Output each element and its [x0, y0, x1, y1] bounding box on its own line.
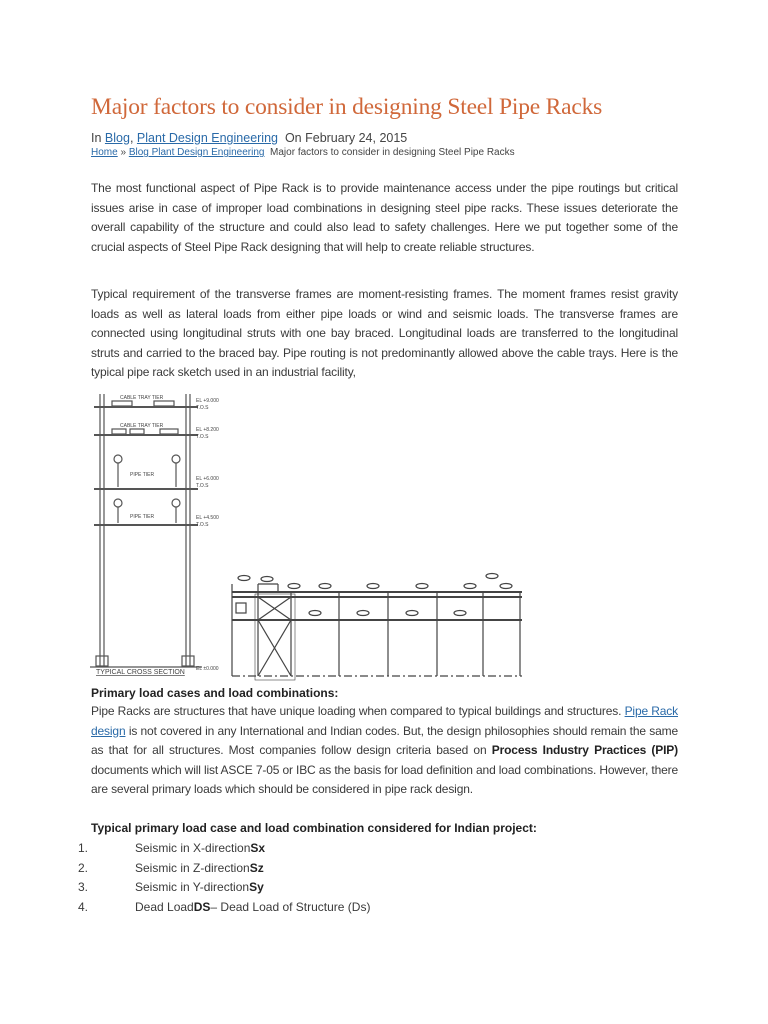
list-number: 1. [78, 841, 89, 855]
longitudinal-section [232, 574, 522, 681]
section-heading-indian-project: Typical primary load case and load combination considered for Indian project: [91, 821, 537, 835]
list-text: Dead Load [135, 899, 194, 914]
breadcrumb [91, 147, 515, 158]
page-title: Major factors to consider in designing Steel Pipe Racks [91, 94, 603, 120]
label-el-6000: EL +6.000 [196, 476, 219, 482]
breadcrumb-category[interactable]: Blog Plant Design Engineering [128, 147, 265, 158]
list-rest: – Dead Load of Structure (Ds) [210, 899, 371, 914]
drawing-caption: TYPICAL CROSS SECTION [96, 669, 185, 676]
label-el-8200: EL +8.200 [196, 427, 219, 433]
load-paragraph-text-3: documents which will list ASCE 7-05 or IBC as the basis for load definition and load combinations. However, there are several primary loads which should be considered in pipe rack design. [91, 762, 678, 797]
list-text: Seismic in Y-direction [135, 880, 250, 895]
list-bold: DS [193, 899, 211, 914]
meta-sep: , [129, 131, 134, 145]
label-cable-tray-tier: CABLE TRAY TIER [120, 395, 164, 401]
label-el-4500: EL +4.500 [196, 515, 219, 521]
list-number: 2. [78, 860, 89, 875]
meta-prefix: In [91, 131, 102, 145]
label-el-0000: EL ±0.000 [196, 666, 219, 672]
label-tos-2: T.O.S [196, 434, 209, 440]
intro-paragraph: The most functional aspect of Pipe Rack is to provide maintenance access under the pipe routings but critical issues arise in case of improper load combinations in designing steel pipe racks. These issues deteriorate the overall capability of the structure and could also lead to safety challenges. Here we put together some of the crucial aspects of Steel Pipe Rack designing that will help to create reliable structures. [91, 181, 678, 254]
label-tos: T.O.S [196, 405, 209, 411]
load-paragraph [91, 702, 678, 800]
list-number: 4. [78, 899, 89, 914]
breadcrumb-home[interactable]: Home [91, 147, 118, 158]
frames-paragraph: Typical requirement of the transverse frames are moment-resisting frames. The moment frames resist gravity loads as well as lateral loads from either pipe loads or wind and seismic loads. The transverse frames are connected using longitudinal struts with one bay braced. Longitudinal loads are transferred to the longitudinal struts and carried to the braced bay. Pipe routing is not predominantly allowed above the cable trays. Here is the typical pipe rack sketch used in an industrial facility, [91, 287, 678, 380]
cross-section-frame [90, 394, 202, 667]
post-meta [91, 131, 407, 145]
list-bold: Sy [249, 880, 264, 895]
list-item [78, 898, 370, 918]
label-cable-tray-tier-2: CABLE TRAY TIER [120, 423, 164, 429]
list-text: Seismic in X-direction [135, 841, 251, 855]
list-item [78, 859, 370, 879]
label-pipe-tier-2: PIPE TIER [130, 514, 155, 520]
section-heading-load-cases: Primary load cases and load combinations: [91, 686, 339, 700]
list-bold: Sz [249, 860, 264, 875]
category-link-blog[interactable]: Blog [104, 131, 130, 145]
load-case-list [78, 839, 370, 917]
list-item [78, 878, 370, 898]
list-text: Seismic in Z-direction [135, 860, 250, 875]
load-paragraph-text-2: is not covered in any International and Indian codes. But, the design philosophies should remain the same as that for all structures. Most companies follow design criteria based on [91, 723, 678, 758]
breadcrumb-sep: » [120, 147, 127, 158]
label-el-9000: EL +9.000 [196, 398, 219, 404]
load-paragraph-text-1: Pipe Racks are structures that have unique loading when compared to typical buildings and structures. [91, 704, 625, 718]
pipe-rack-design-link[interactable]: Pipe Rack design [91, 704, 679, 738]
pipe-rack-sketch [90, 388, 530, 688]
label-tos-3: T.O.S [196, 483, 209, 489]
pip-bold: Process Industry Practices (PIP) [491, 743, 678, 758]
list-number: 3. [78, 880, 89, 895]
list-bold: Sx [250, 841, 266, 855]
category-link-plant-design[interactable]: Plant Design Engineering [136, 131, 278, 145]
label-tos-4: T.O.S [196, 522, 209, 528]
label-pipe-tier: PIPE TIER [130, 472, 155, 478]
breadcrumb-current: Major factors to consider in designing Steel Pipe Racks [270, 147, 515, 158]
post-date: On February 24, 2015 [284, 131, 408, 145]
list-item [78, 839, 370, 859]
